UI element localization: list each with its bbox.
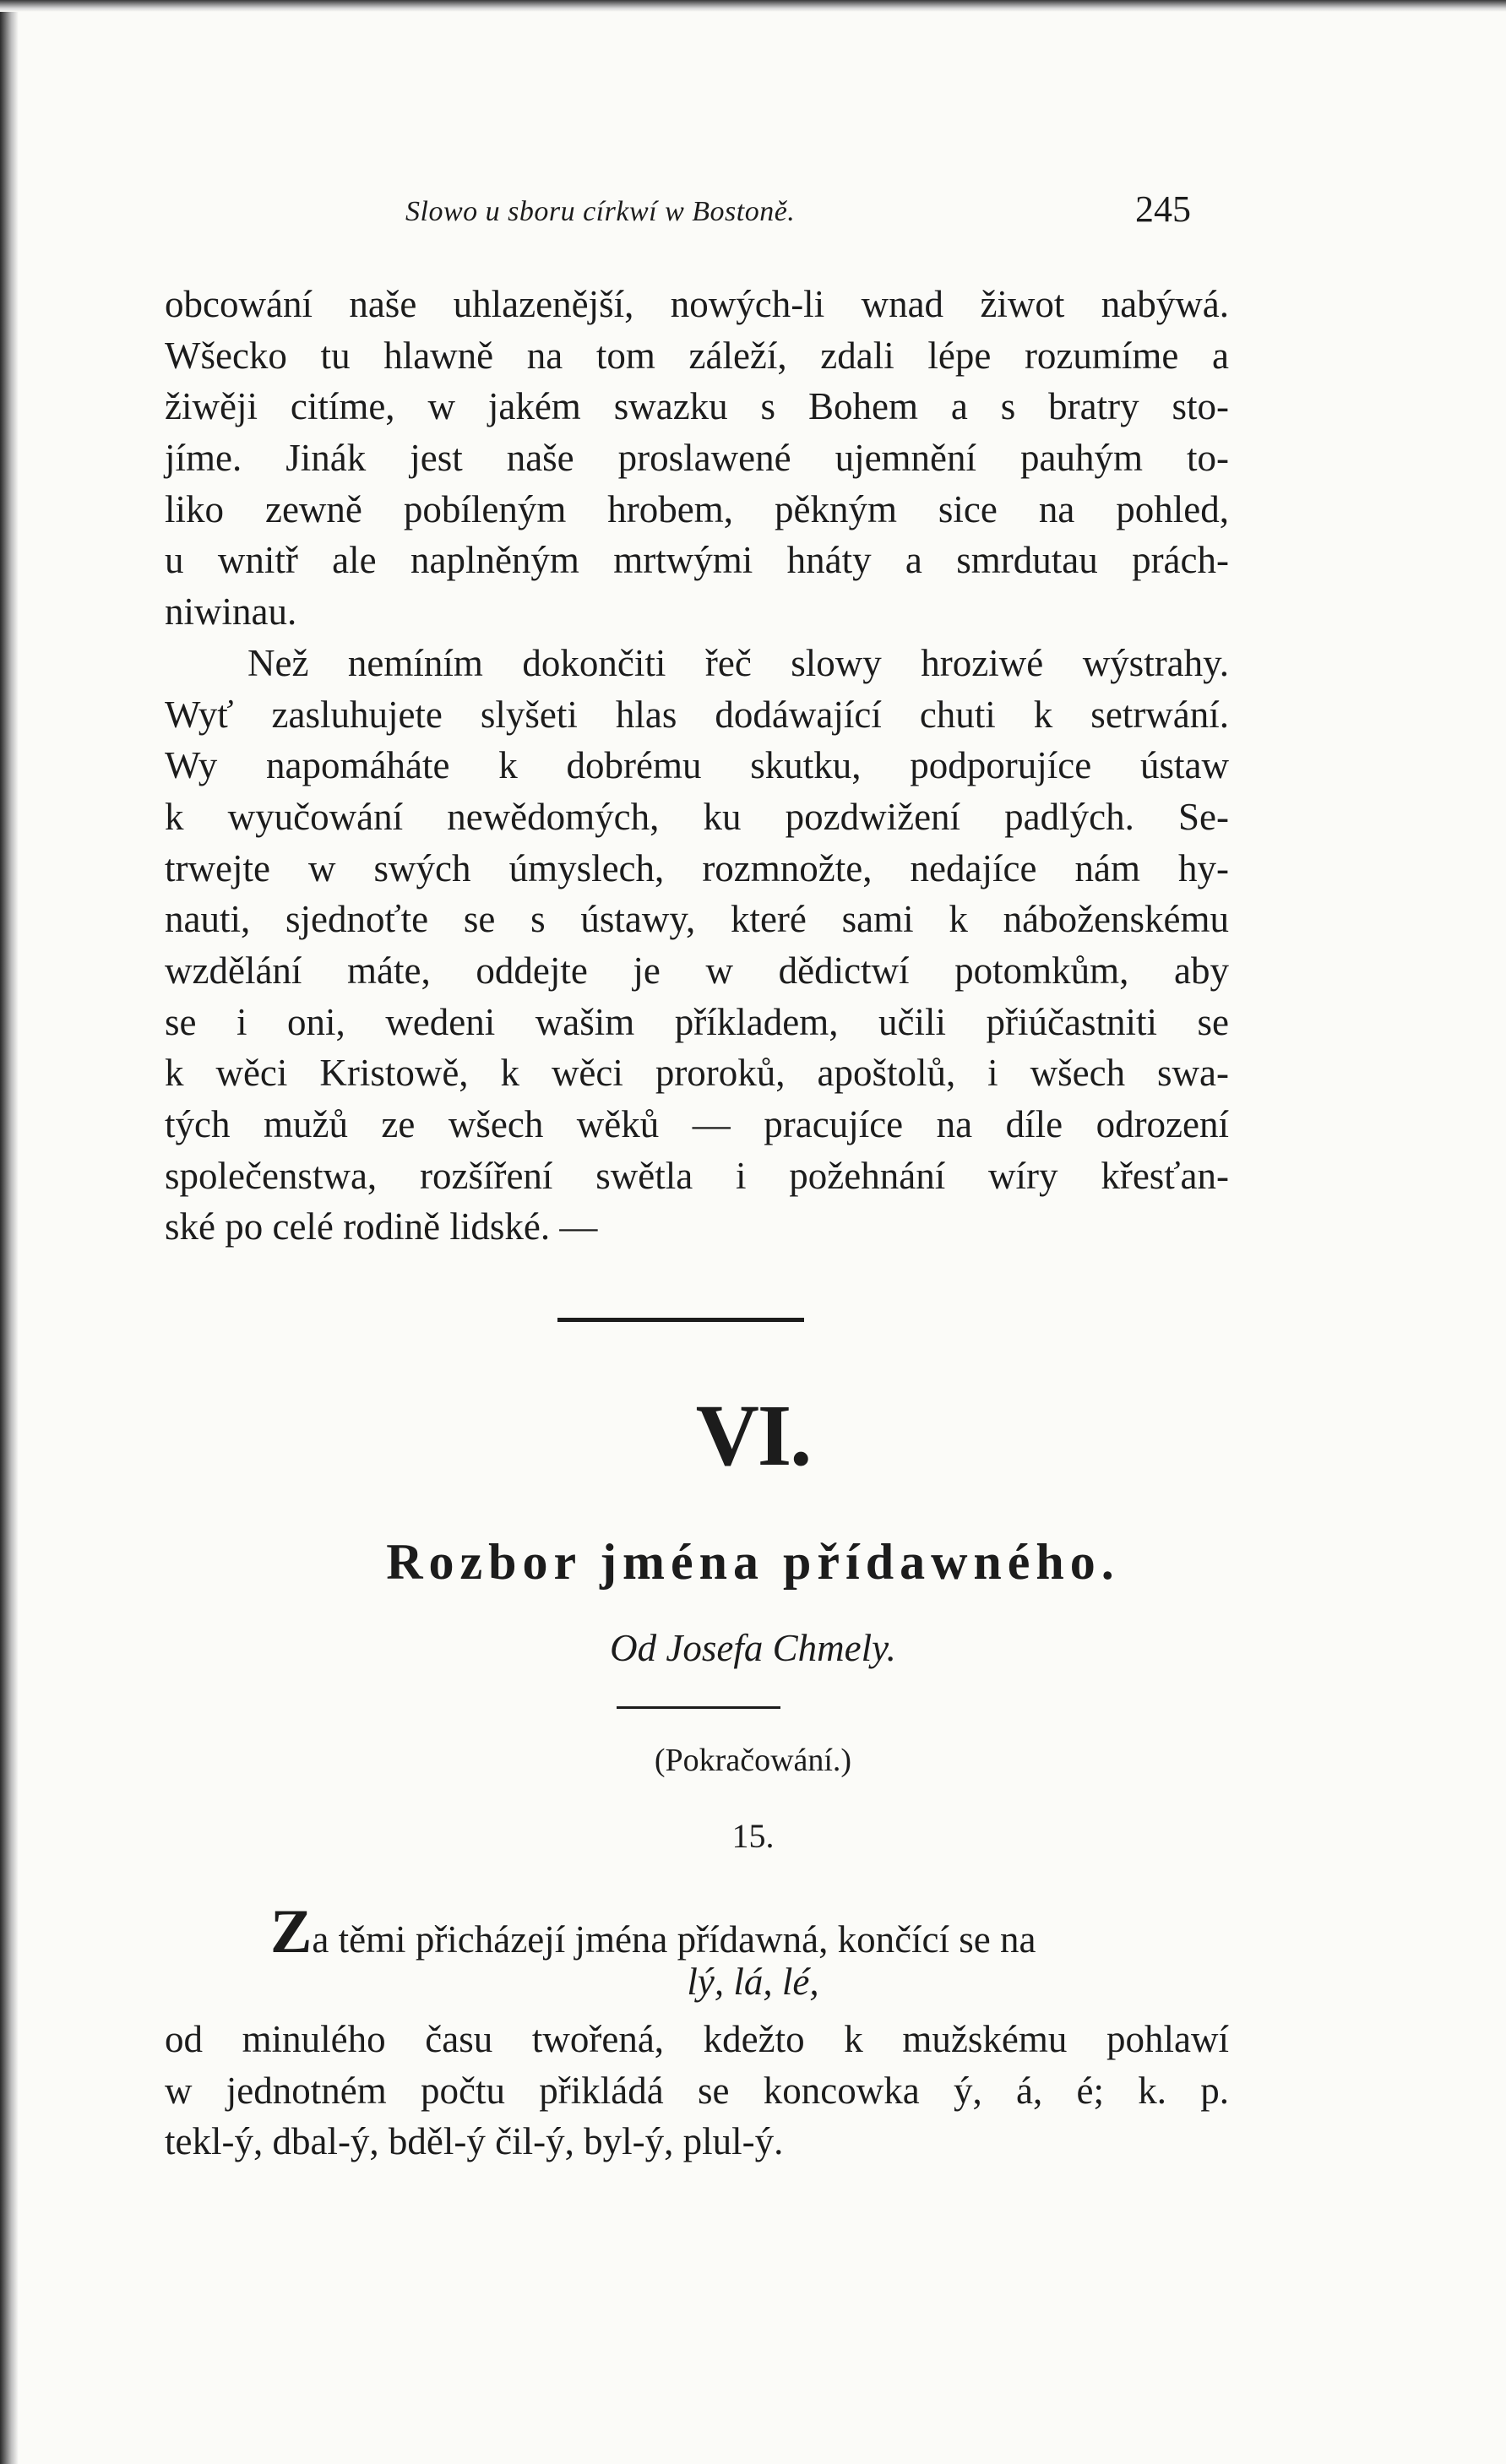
text-line: jíme. Jinák jest naše proslawené ujemnění pauhým to- xyxy=(165,437,1229,480)
section-divider xyxy=(557,1318,804,1322)
text-line: nauti, sjednoťte se s ústawy, které sami k náboženskému xyxy=(165,898,1229,941)
text-line: Wšecko tu hlawně na tom záleží, zdali lépe rozumíme a xyxy=(165,334,1229,377)
continuation-note: (Pokračowání.) xyxy=(654,1743,852,1778)
text-line: u wnitř ale naplněným mrtwými hnáty a smrdutau prách- xyxy=(165,539,1229,582)
paragraph-opening xyxy=(270,1897,1036,1966)
text-line: k wyučowání newědomých, ku pozdwižení padlých. Se- xyxy=(165,795,1229,838)
title-divider xyxy=(617,1706,780,1709)
text-line: od minulého času twořená, kdežto k mužskému pohlawí xyxy=(165,2018,1229,2060)
running-head: Slowo u sboru církwí w Bostoně. xyxy=(405,196,796,227)
text-line: Wy napomáháte k dobrému skutku, podporujíce ústaw xyxy=(165,744,1229,787)
page-top-edge-shadow xyxy=(0,0,1506,12)
text-line: Wyť zasluhujete slyšeti hlas dodáwající chuti k setrwání. xyxy=(165,693,1229,736)
page-number: 245 xyxy=(1135,188,1191,230)
text-line: tekl-ý, dbal-ý, bděl-ý čil-ý, byl-ý, plul-ý. xyxy=(165,2120,784,2163)
text-line: ské po celé rodině lidské. — xyxy=(165,1205,598,1248)
chapter-title: Rozbor jména přídawného. xyxy=(386,1534,1120,1590)
drop-cap-letter: Z xyxy=(270,1897,313,1966)
text-line: niwinau. xyxy=(165,590,297,634)
text-line: obcowání naše uhlazenější, nowých-li wnad žiwot nabýwá. xyxy=(165,283,1229,325)
page-edge-shadow xyxy=(0,0,19,2464)
text-line: Než nemíním dokončiti řeč slowy hroziwé wýstrahy. xyxy=(247,641,1229,684)
section-number: 15. xyxy=(731,1817,775,1855)
chapter-author: Od Josefa Chmely. xyxy=(610,1627,896,1669)
text-line: k wěci Kristowě, k wěci proroků, apoštolů, i wšech swa- xyxy=(165,1052,1229,1095)
opening-text: a těmi přicházejí jména přídawná, končící se na xyxy=(312,1918,1036,1961)
chapter-number: VI. xyxy=(695,1387,811,1484)
text-line: liko zewně pobíleným hrobem, pěkným sice na pohled, xyxy=(165,487,1229,530)
text-line: společenstwa, rozšíření swětla i požehnání wíry křesťan- xyxy=(165,1154,1229,1197)
text-line: w jednotném počtu přikládá se koncowka ý, á, é; k. p. xyxy=(165,2069,1229,2112)
chapter-paragraph xyxy=(165,2014,1229,2168)
text-line: wzdělání máte, oddejte je w dědictwí potomkům, aby xyxy=(165,949,1229,992)
text-line: žiwěji citíme, w jakém swazku s Bohem a s bratry sto- xyxy=(165,385,1229,428)
text-line: trwejte w swých úmyslech, rozmnožte, nedajíce nám hy- xyxy=(165,846,1229,889)
previous-article-text xyxy=(165,279,1229,1253)
text-line: tých mužů ze wšech wěků — pracujíce na díle odrození xyxy=(165,1103,1229,1145)
adjective-endings: lý, lá, lé, xyxy=(687,1961,819,2003)
text-line: se i oni, wedeni wašim příkladem, učili přiúčastniti se xyxy=(165,1000,1229,1043)
